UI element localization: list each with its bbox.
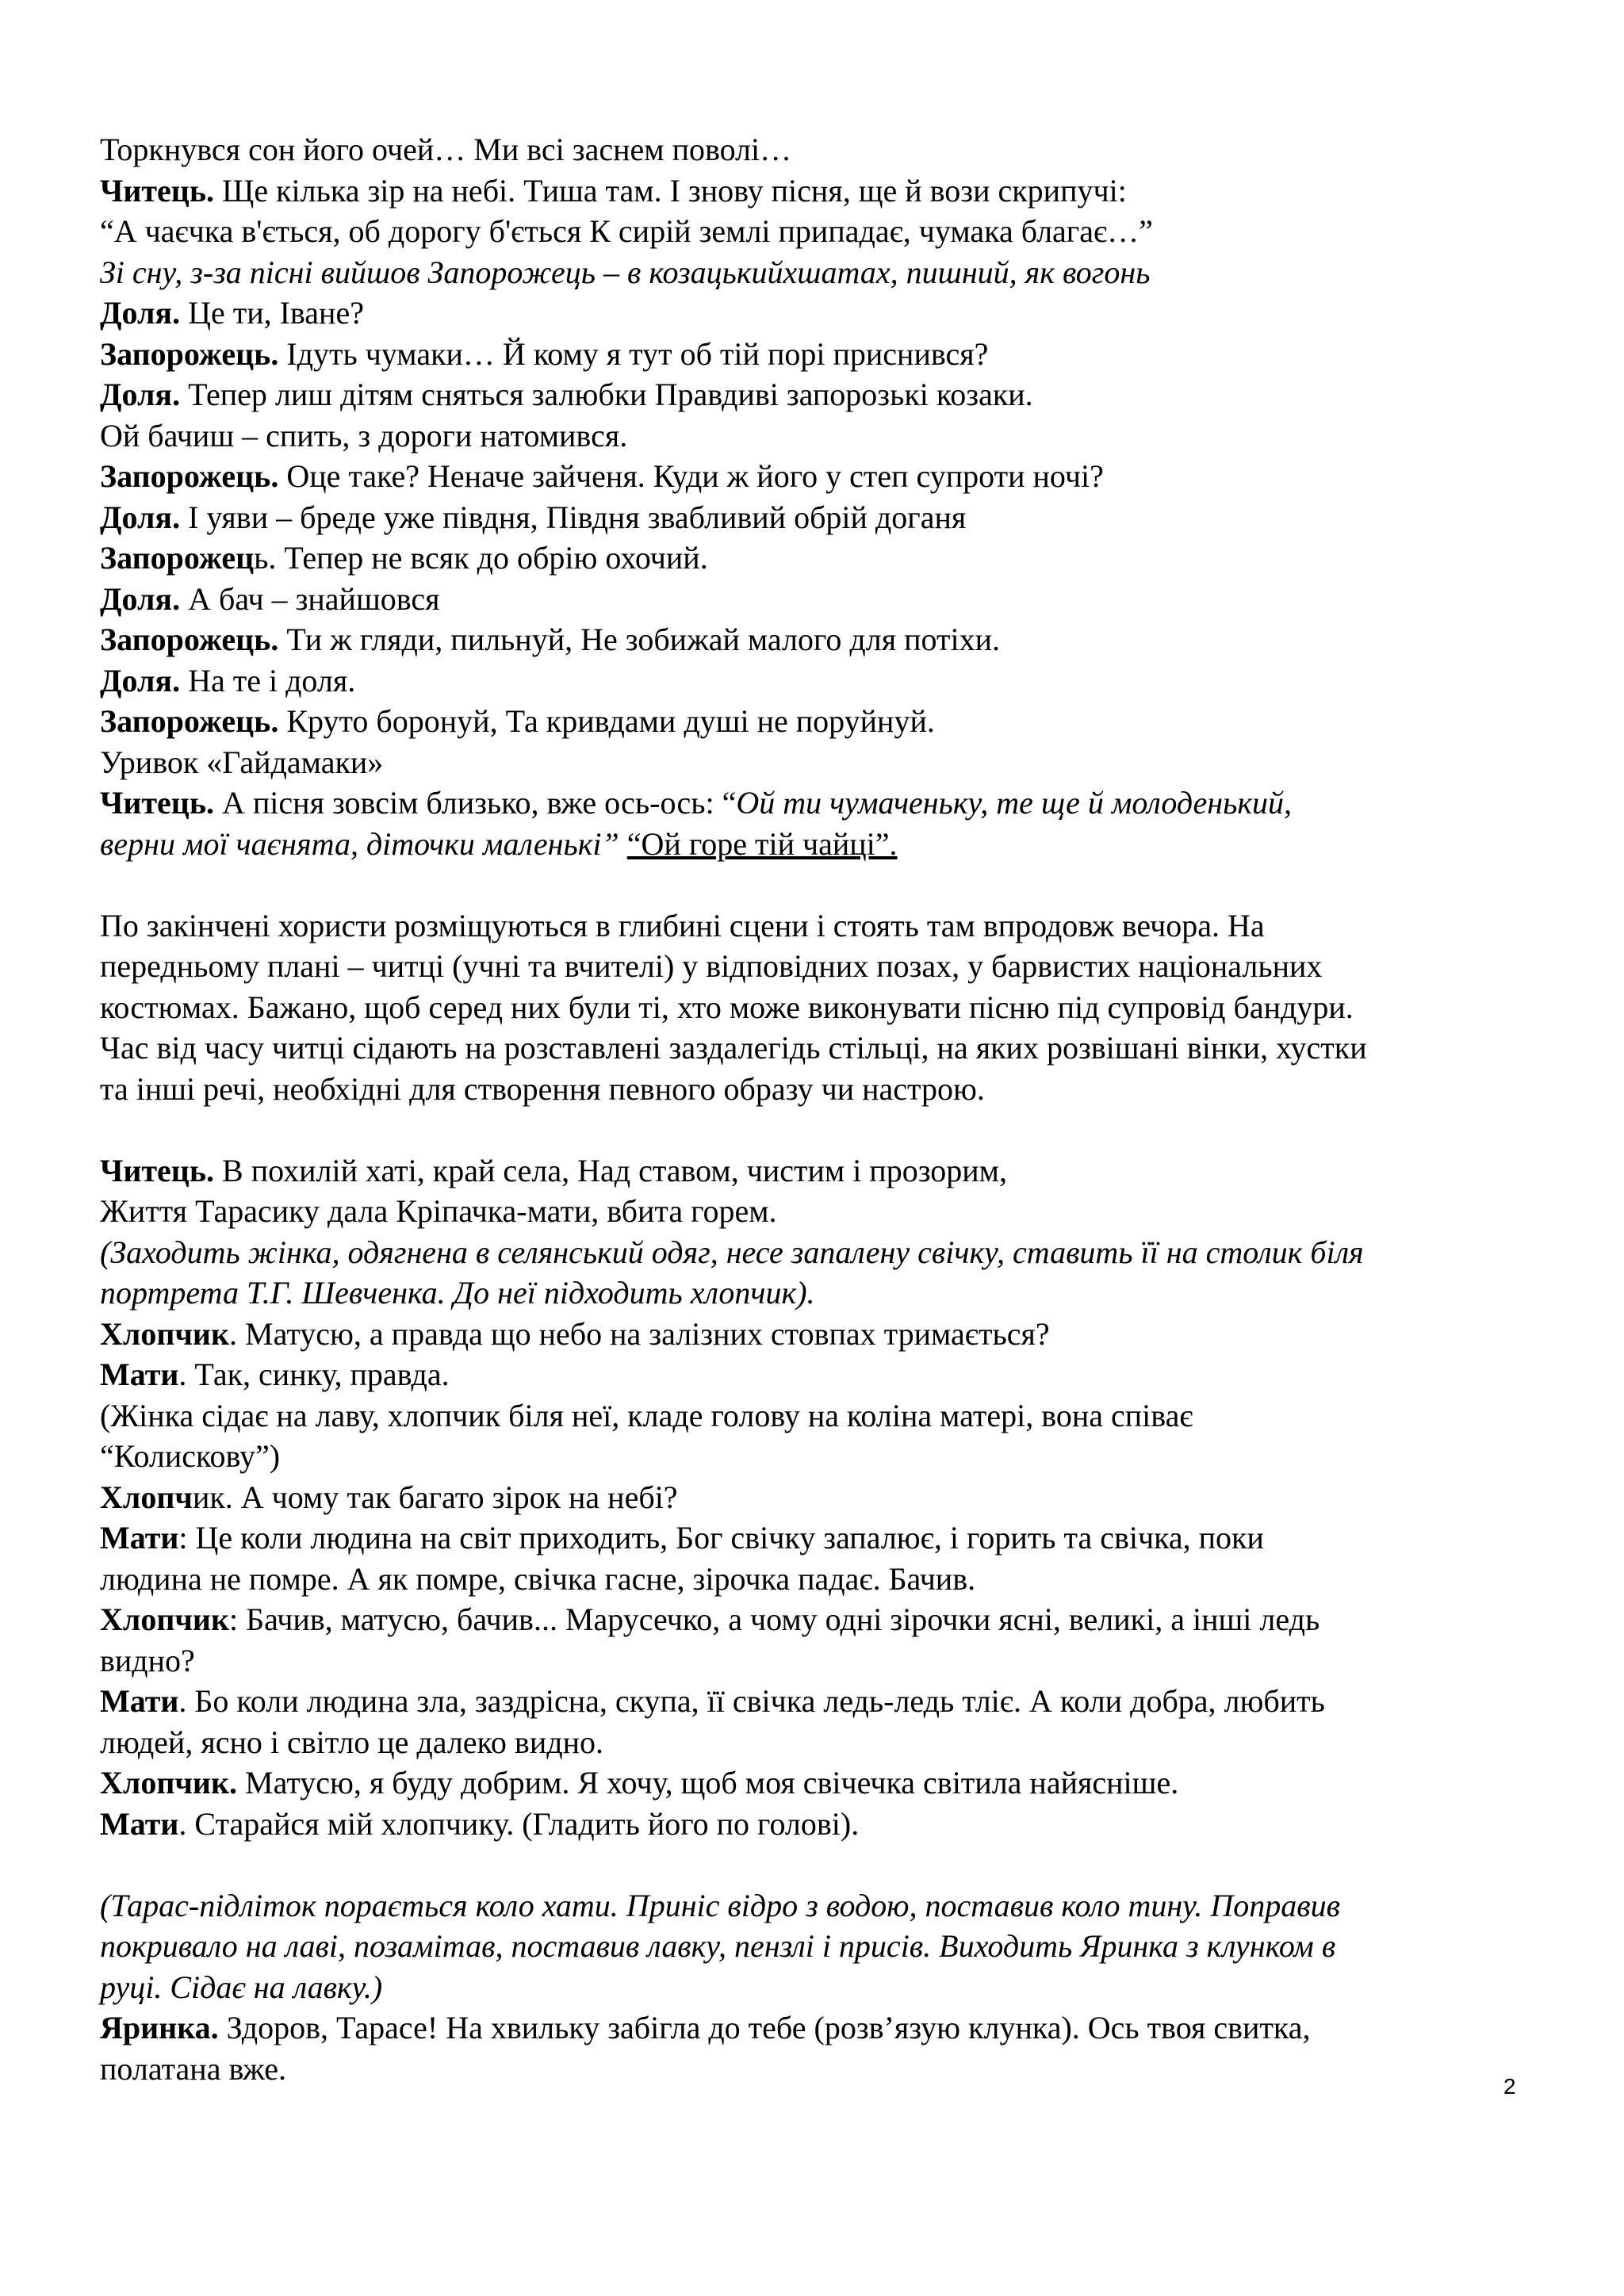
line-text: та інші речі, необхідні для створення певного образу чи настрою.: [100, 1070, 985, 1107]
line-text: ик. А чому так багато зірок на небі?: [192, 1479, 678, 1515]
speaker-name: Читець.: [100, 1152, 215, 1188]
text-line: [100, 1640, 1551, 1682]
speaker-name: Доля.: [100, 580, 181, 617]
speaker-name: Хлопчик: [100, 1315, 230, 1352]
text-line: [100, 1599, 1551, 1640]
paragraph-gap: [100, 1109, 1551, 1150]
text-line: [100, 211, 1551, 252]
speaker-name: Мати: [100, 1683, 179, 1719]
text-line: [100, 129, 1551, 170]
line-text: . Так, синку, правда.: [178, 1357, 450, 1392]
line-text: Тепер лиш дітям сняться залюбки Правдиві запорозькі козаки.: [180, 377, 1033, 412]
line-text: . Матусю, а правда що небо на залізних стовпах тримається?: [229, 1315, 1050, 1352]
italic-text: покривало на лаві, позамітав, поставив лавку, пензлі і присів. Виходить Яринка з клунком в: [100, 1928, 1336, 1964]
speaker-name: Доля.: [100, 377, 181, 412]
text-line: [100, 1232, 1551, 1273]
line-text: . Бо коли людина зла, заздрісна, скупа, її свічка ледь-ледь тліє. А коли добра, любить: [178, 1683, 1325, 1719]
text-line: [100, 946, 1551, 987]
speaker-name: Хлопчик.: [100, 1765, 238, 1800]
text-line: [100, 1517, 1551, 1559]
text-line: [100, 1191, 1551, 1232]
line-text: полатана вже.: [100, 2050, 287, 2087]
line-text: видно?: [100, 1642, 195, 1678]
speaker-name: Мати: [100, 1520, 179, 1556]
speaker-name: Запорожець.: [100, 622, 279, 657]
text-line: [100, 1069, 1551, 1110]
speaker-name: Запорожець.: [100, 458, 279, 494]
speaker-name: Хлопч: [100, 1479, 193, 1515]
speaker-name: Хлопчик: [100, 1601, 230, 1637]
paragraph-gap: [100, 864, 1551, 905]
text-line: [100, 170, 1551, 212]
text-line: [100, 1354, 1551, 1395]
text-line: [100, 1722, 1551, 1763]
text-line: [100, 905, 1551, 947]
text-line: [100, 1477, 1551, 1518]
text-line: [100, 456, 1551, 497]
text-line: [100, 1926, 1551, 1967]
text-line: [100, 783, 1551, 824]
line-text: Матусю, я буду добрим. Я хочу, щоб моя свічечка світила найясніше.: [237, 1765, 1179, 1800]
line-text: Уривок «Гайдамаки»: [100, 744, 384, 780]
line-text: На те і доля.: [180, 662, 356, 698]
text-line: [100, 334, 1551, 375]
italic-text: верни мої чаєнята, діточки маленькі”: [100, 825, 619, 862]
italic-text: Ой ти чумаченьку, те ще й молоденький,: [736, 785, 1293, 821]
dialogue-block-1: [100, 129, 1551, 864]
speaker-name: Доля.: [100, 662, 181, 698]
line-text: Оце таке? Неначе зайченя. Куди ж його у степ супроти ночі?: [278, 458, 1104, 494]
speaker-name: Запорожець.: [100, 703, 279, 739]
text-line: [100, 1885, 1551, 1927]
text-line: [100, 538, 1551, 579]
text-line: [100, 1027, 1551, 1069]
line-text: ь. Тепер не всяк до обрію охочий.: [254, 540, 708, 576]
text-line: [100, 1804, 1551, 1845]
text-line: [100, 1681, 1551, 1722]
speaker-name: Доля.: [100, 295, 181, 331]
line-text: Здоров, Тарасе! На хвильку забігла до тебе (розв’язую клунка). Ось твоя свитка,: [218, 2010, 1311, 2045]
text-line: [100, 2007, 1551, 2049]
speaker-name: Запорожец: [100, 540, 255, 576]
text-line: [100, 701, 1551, 742]
line-text: А пісня зовсім близько, вже ось-ось: “: [214, 785, 737, 821]
line-text: І уяви – бреде уже півдня, Півдня звабливий обрій доганя: [180, 499, 967, 535]
text-line: [100, 579, 1551, 620]
line-text: “А чаєчка в'ється, об дорогу б'ється К сирій землі припадає, чумака благає…”: [100, 213, 1153, 249]
text-line: [100, 619, 1551, 660]
italic-text: портрета Т.Г. Шевченка. До неї підходить хлопчик).: [100, 1275, 815, 1311]
speaker-name: Запорожець.: [100, 335, 279, 372]
text-line: [100, 1436, 1551, 1477]
line-text: (Жінка сідає на лаву, хлопчик біля неї, кладе голову на коліна матері, вона співає: [100, 1397, 1193, 1433]
line-text: людина не помре. А як помре, свічка гасне, зірочка падає. Бачив.: [100, 1560, 976, 1597]
italic-text: (Тарас-підліток порається коло хати. Приніс відро з водою, поставив коло тину. Поправив: [100, 1887, 1341, 1923]
text-line: [100, 1762, 1551, 1804]
dialogue-block-2: [100, 1150, 1551, 1845]
line-text: передньому плані – читці (учні та вчителі) у відповідних позах, у барвистих національних: [100, 948, 1323, 984]
speaker-name: Читець.: [100, 785, 215, 821]
text-line: [100, 742, 1551, 783]
text-line: [100, 252, 1551, 293]
text-line: [100, 660, 1551, 702]
page-number: 2: [1503, 2074, 1516, 2099]
text-line: [100, 2049, 1551, 2090]
line-text: Ти ж гляди, пильнуй, Не зобижай малого для потіхи.: [278, 622, 1000, 657]
stage-note-paragraph: [100, 905, 1551, 1110]
line-text: : Бачив, матусю, бачив... Марусечко, а чому одні зірочки ясні, великі, а інші ледь: [229, 1601, 1320, 1637]
text-line: [100, 374, 1551, 415]
speaker-name: Доля.: [100, 499, 181, 535]
line-text: Круто боронуй, Та кривдами душі не поруйнуй.: [278, 703, 935, 739]
line-text: [619, 826, 627, 862]
line-text: Ще кілька зір на небі. Тиша там. І знову пісня, ще й вози скрипучі:: [214, 172, 1127, 209]
text-line: [100, 1395, 1551, 1437]
line-text: А бач – знайшовся: [180, 580, 440, 617]
line-text: По закінчені хористи розміщуються в глибині сцени і стоять там впродовж вечора. На: [100, 907, 1265, 943]
line-text: Це ти, Іване?: [180, 295, 364, 331]
text-line: [100, 1314, 1551, 1355]
underlined-text: “Ой горе тій чайці”.: [626, 825, 898, 862]
line-text: “Колискову”): [100, 1438, 281, 1474]
dialogue-block-3: [100, 1885, 1551, 2090]
line-text: Торкнувся сон його очей… Ми всі заснем поволі…: [100, 132, 792, 167]
speaker-name: Яринка.: [100, 2010, 219, 2045]
line-text: Життя Тарасику дала Кріпачка-мати, вбита горем.: [100, 1193, 777, 1229]
line-text: : Це коли людина на світ приходить, Бог свічку запалює, і горить та свічка, поки: [178, 1520, 1264, 1556]
line-text: костюмах. Бажано, щоб серед них були ті, хто може виконувати пісню під супровід бандури.: [100, 989, 1354, 1025]
line-text: В похилій хаті, край села, Над ставом, чистим і прозорим,: [214, 1152, 1007, 1188]
text-line: [100, 824, 1551, 865]
text-line: [100, 1272, 1551, 1314]
italic-text: (Заходить жінка, одягнена в селянський одяг, несе запалену свічку, ставить її на столик біля: [100, 1234, 1364, 1270]
italic-text: Зі сну, з-за пісні вийшов Запорожець – в козацькийхшатах, пишний, як вогонь: [100, 254, 1151, 290]
line-text: Ой бачиш – спить, з дороги натомився.: [100, 417, 628, 453]
italic-text: руці. Сідає на лавку.): [100, 1969, 383, 2005]
text-line: [100, 497, 1551, 538]
text-line: [100, 1559, 1551, 1600]
line-text: Час від часу читці сідають на розставлені заздалегідь стільці, на яких розвішані вінки, хустки: [100, 1030, 1367, 1066]
text-line: [100, 415, 1551, 457]
paragraph-gap: [100, 1844, 1551, 1885]
line-text: людей, ясно і світло це далеко видно.: [100, 1724, 603, 1760]
line-text: Ідуть чумаки… Й кому я тут об тій порі приснився?: [278, 335, 989, 372]
text-line: [100, 1967, 1551, 2008]
speaker-name: Мати: [100, 1805, 179, 1842]
speaker-name: Читець.: [100, 172, 215, 209]
speaker-name: Мати: [100, 1357, 179, 1392]
document-body: [100, 129, 1551, 2089]
text-line: [100, 293, 1551, 334]
text-line: [100, 1150, 1551, 1192]
line-text: . Старайся мій хлопчику. (Гладить його по голові).: [178, 1805, 860, 1842]
text-line: [100, 987, 1551, 1028]
